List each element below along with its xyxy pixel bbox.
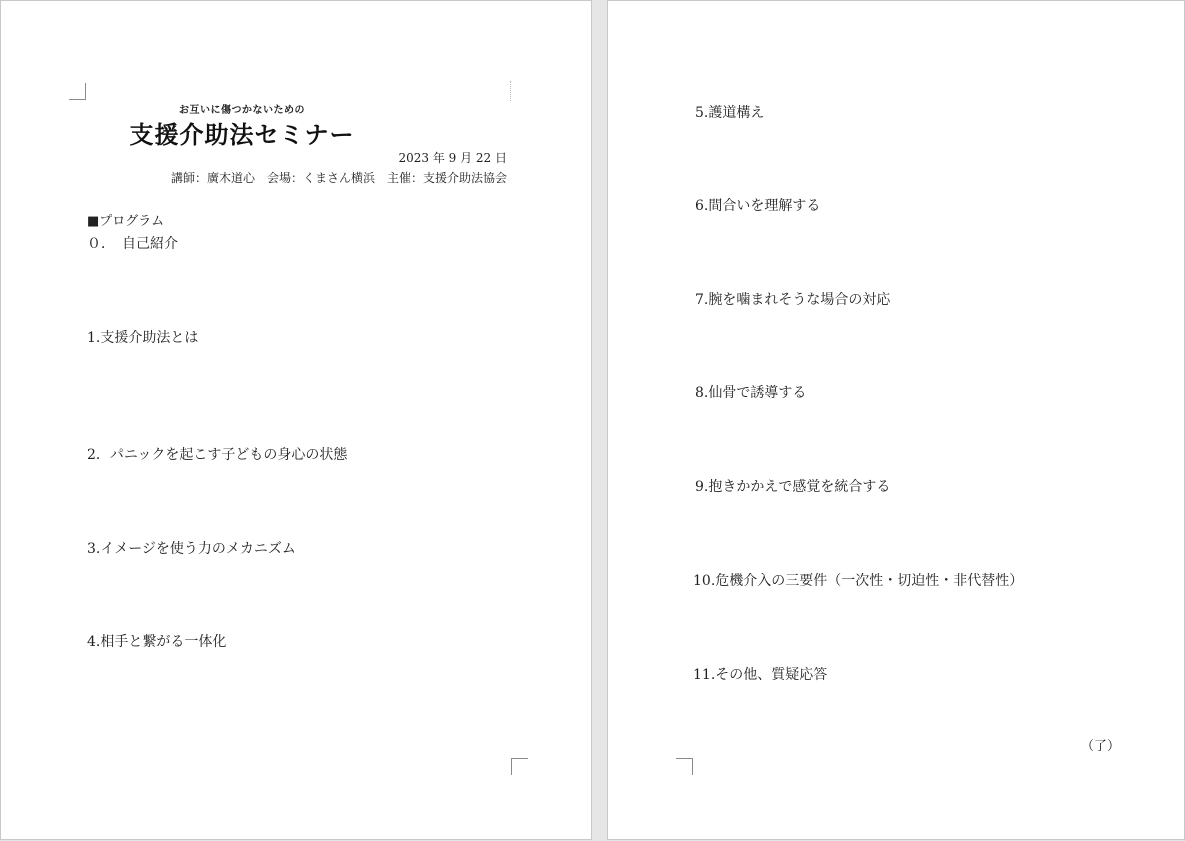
document-page-2 bbox=[607, 0, 1185, 840]
closing-mark: （了） bbox=[1081, 739, 1121, 754]
program-item: 10.危機介入の三要件（一次性・切迫性・非代替性） bbox=[693, 573, 1024, 589]
document-date: 2023 年 9 月 22 日 bbox=[398, 151, 507, 165]
program-item: 5.護道構え bbox=[695, 105, 765, 121]
program-item: 1.支援介助法とは bbox=[87, 330, 199, 346]
program-item: 8.仙骨で誘導する bbox=[695, 385, 807, 401]
margin-corner-marker bbox=[69, 83, 86, 100]
document-page-1 bbox=[0, 0, 592, 840]
document-title: 支援介助法セミナー bbox=[129, 121, 355, 149]
program-heading: ■プログラム bbox=[87, 214, 165, 229]
program-item: 2．パニックを起こす子どもの身心の状態 bbox=[87, 447, 348, 463]
margin-corner-marker bbox=[511, 758, 528, 775]
document-meta-info: 講師：廣木道心 会場：くまさん横浜 主催：支援介助法協会 bbox=[170, 171, 507, 185]
program-item: 6.間合いを理解する bbox=[695, 198, 821, 214]
margin-corner-marker bbox=[676, 758, 693, 775]
margin-marker bbox=[510, 81, 511, 101]
document-subtitle: お互いに傷つかないための bbox=[179, 105, 305, 116]
program-item: 3.イメージを使う力のメカニズム bbox=[87, 541, 296, 557]
program-item: ０． 自己紹介 bbox=[87, 236, 178, 252]
program-item: 7.腕を噛まれそうな場合の対応 bbox=[695, 292, 891, 308]
program-item: 9.抱きかかえで感覚を統合する bbox=[695, 479, 891, 495]
program-item: 11.その他、質疑応答 bbox=[693, 667, 828, 683]
program-item: 4.相手と繋がる一体化 bbox=[87, 634, 227, 650]
